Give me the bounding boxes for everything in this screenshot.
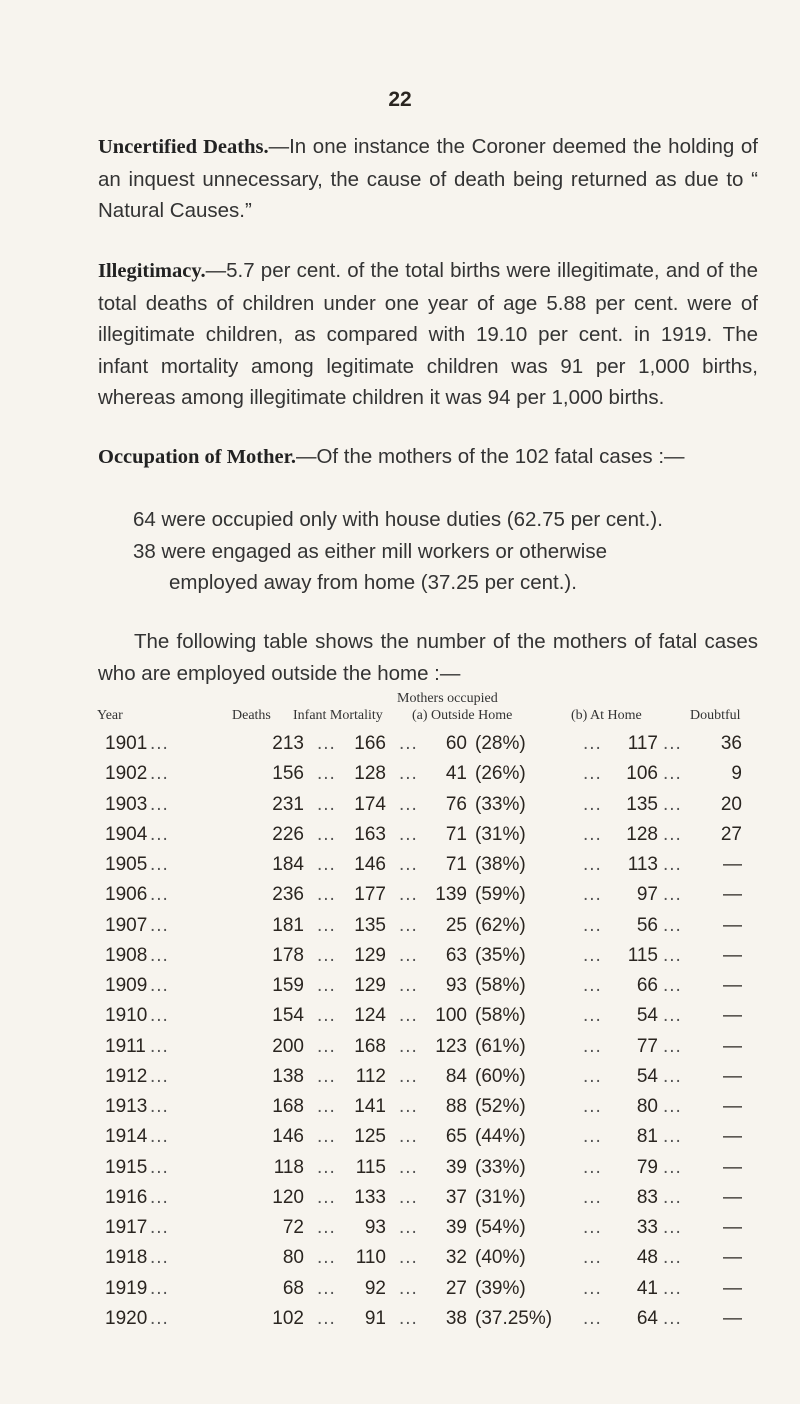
cell-deaths: 213 — [272, 733, 304, 754]
leader-dots: ... — [663, 1126, 682, 1148]
cell-doubtful: — — [723, 1217, 742, 1238]
leader-dots: ... — [663, 1186, 682, 1208]
cell-doubtful: — — [723, 854, 742, 875]
cell-outside-percent: (38%) — [475, 854, 526, 875]
leader-dots: ... — [663, 793, 682, 815]
leader-dots: ... — [663, 733, 682, 754]
cell-outside-home: 39 — [445, 1217, 467, 1238]
header-at-home: (b) At Home — [571, 708, 642, 723]
cell-outside-home: 39 — [445, 1156, 467, 1178]
cell-deaths: 181 — [272, 914, 304, 936]
cell-year: 1917 — [105, 1217, 148, 1238]
leader-dots: ... — [663, 854, 682, 875]
leader-dots: ... — [583, 823, 602, 845]
cell-outside-home: 63 — [445, 944, 467, 966]
cell-doubtful: — — [723, 914, 742, 936]
cell-at-home: 41 — [636, 1277, 658, 1299]
leader-dots: ... — [583, 1096, 602, 1117]
leader-dots: ... — [317, 763, 336, 785]
cell-doubtful: — — [723, 1186, 742, 1208]
cell-at-home: 48 — [636, 1247, 658, 1269]
cell-outside-percent: (44%) — [475, 1126, 526, 1148]
uncertified-deaths-text: —In one instance the Coroner deemed the holding of an inquest unnecessary, the cause of death being returned as due to “ Natural Causes.” — [98, 135, 758, 222]
cell-infant-mortality: 129 — [354, 944, 386, 966]
leader-dots: ... — [399, 793, 418, 815]
cell-outside-home: 76 — [445, 793, 467, 815]
leader-dots: ... — [663, 1277, 682, 1299]
cell-outside-percent: (31%) — [475, 1186, 526, 1208]
table-row — [0, 1005, 800, 1035]
cell-at-home: 66 — [636, 975, 658, 996]
cell-year: 1904 — [105, 823, 148, 845]
cell-doubtful: 27 — [720, 823, 742, 845]
leader-dots: ... — [317, 1307, 336, 1329]
cell-infant-mortality: 135 — [354, 914, 386, 936]
leader-dots: ... — [317, 1065, 336, 1087]
leader-dots: ... — [399, 1217, 418, 1238]
leader-dots: ... — [583, 1247, 602, 1269]
cell-year: 1901 — [105, 733, 148, 754]
cell-deaths: 120 — [272, 1186, 304, 1208]
leader-dots: ... — [583, 1277, 602, 1299]
cell-outside-percent: (54%) — [475, 1217, 526, 1238]
table-row — [0, 975, 800, 1005]
cell-at-home: 83 — [636, 1186, 658, 1208]
cell-year: 1902 — [105, 763, 148, 785]
cell-year: 1916 — [105, 1186, 148, 1208]
leader-dots: ... — [583, 733, 602, 754]
table-row — [0, 794, 800, 824]
cell-outside-percent: (62%) — [475, 914, 526, 936]
table-row — [0, 884, 800, 914]
header-year: Year — [97, 708, 123, 723]
cell-doubtful: — — [723, 944, 742, 966]
table-row — [0, 1126, 800, 1156]
cell-deaths: 159 — [272, 975, 304, 996]
cell-infant-mortality: 168 — [354, 1035, 386, 1057]
cell-at-home: 113 — [627, 854, 658, 875]
cell-year: 1908 — [105, 944, 148, 966]
leader-dots: ... — [663, 884, 682, 906]
leader-dots: ... — [150, 975, 169, 996]
cell-doubtful: — — [723, 1005, 742, 1027]
leader-dots: ... — [399, 944, 418, 966]
leader-dots: ... — [663, 914, 682, 936]
leader-dots: ... — [150, 884, 169, 906]
cell-infant-mortality: 146 — [354, 854, 386, 875]
occupation-line-mill-workers: 38 were engaged as either mill workers or otherwise — [133, 540, 608, 563]
cell-year: 1911 — [105, 1035, 146, 1057]
leader-dots: ... — [583, 914, 602, 936]
cell-at-home: 64 — [636, 1307, 658, 1329]
cell-infant-mortality: 129 — [354, 975, 386, 996]
leader-dots: ... — [663, 1096, 682, 1117]
leader-dots: ... — [583, 1005, 602, 1027]
leader-dots: ... — [399, 823, 418, 845]
leader-dots: ... — [583, 1307, 602, 1329]
cell-at-home: 80 — [636, 1096, 658, 1117]
leader-dots: ... — [663, 1217, 682, 1238]
cell-deaths: 68 — [282, 1277, 304, 1299]
leader-dots: ... — [317, 854, 336, 875]
cell-infant-mortality: 112 — [355, 1065, 386, 1087]
table-row — [0, 1066, 800, 1096]
cell-outside-home: 37 — [445, 1186, 467, 1208]
cell-outside-home: 123 — [435, 1035, 467, 1057]
cell-deaths: 156 — [272, 763, 304, 785]
illegitimacy-heading: Illegitimacy. — [98, 260, 206, 282]
cell-deaths: 178 — [272, 944, 304, 966]
leader-dots: ... — [583, 793, 602, 815]
occupation-line-house-duties: 64 were occupied only with house duties (62.75 per cent.). — [133, 508, 663, 531]
table-row — [0, 1247, 800, 1277]
cell-year: 1918 — [105, 1247, 148, 1269]
cell-outside-percent: (59%) — [475, 884, 526, 906]
illegitimacy-paragraph — [98, 255, 758, 414]
leader-dots: ... — [583, 975, 602, 996]
leader-dots: ... — [399, 1005, 418, 1027]
leader-dots: ... — [583, 884, 602, 906]
uncertified-deaths-paragraph — [98, 131, 758, 227]
leader-dots: ... — [317, 793, 336, 815]
cell-doubtful: — — [723, 1156, 742, 1178]
leader-dots: ... — [399, 975, 418, 996]
leader-dots: ... — [399, 1277, 418, 1299]
cell-outside-percent: (40%) — [475, 1247, 526, 1269]
cell-at-home: 54 — [636, 1065, 658, 1087]
leader-dots: ... — [317, 733, 336, 754]
cell-at-home: 97 — [636, 884, 658, 906]
cell-deaths: 226 — [272, 823, 304, 845]
uncertified-deaths-heading: Uncertified Deaths. — [98, 136, 269, 158]
leader-dots: ... — [663, 975, 682, 996]
cell-infant-mortality: 128 — [354, 763, 386, 785]
leader-dots: ... — [150, 854, 169, 875]
cell-year: 1920 — [105, 1307, 148, 1329]
cell-outside-home: 41 — [445, 763, 467, 785]
cell-deaths: 80 — [282, 1247, 304, 1269]
cell-infant-mortality: 141 — [354, 1096, 386, 1117]
cell-infant-mortality: 124 — [354, 1005, 386, 1027]
cell-outside-home: 71 — [445, 854, 467, 875]
table-row — [0, 1278, 800, 1308]
leader-dots: ... — [583, 763, 602, 785]
cell-infant-mortality: 163 — [354, 823, 386, 845]
leader-dots: ... — [583, 1126, 602, 1148]
leader-dots: ... — [399, 733, 418, 754]
cell-year: 1903 — [105, 793, 148, 815]
cell-outside-percent: (31%) — [475, 823, 526, 845]
cell-outside-home: 60 — [445, 733, 467, 754]
leader-dots: ... — [150, 914, 169, 936]
leader-dots: ... — [317, 823, 336, 845]
leader-dots: ... — [399, 1126, 418, 1148]
leader-dots: ... — [317, 1035, 336, 1057]
table-row — [0, 1187, 800, 1217]
cell-year: 1905 — [105, 854, 148, 875]
leader-dots: ... — [399, 1096, 418, 1117]
table-intro: The following table shows the number of the mothers of fatal cases who are employed outside the home :— — [98, 630, 758, 685]
leader-dots: ... — [150, 1156, 169, 1178]
leader-dots: ... — [399, 1065, 418, 1087]
leader-dots: ... — [317, 1096, 336, 1117]
cell-doubtful: — — [723, 1065, 742, 1087]
header-doubtful: Doubtful — [690, 708, 741, 723]
cell-outside-home: 65 — [445, 1126, 467, 1148]
leader-dots: ... — [663, 1247, 682, 1269]
leader-dots: ... — [317, 1217, 336, 1238]
leader-dots: ... — [317, 1186, 336, 1208]
cell-deaths: 102 — [272, 1307, 304, 1329]
cell-at-home: 77 — [636, 1035, 658, 1057]
cell-deaths: 146 — [272, 1126, 304, 1148]
leader-dots: ... — [317, 1277, 336, 1299]
cell-outside-percent: (52%) — [475, 1096, 526, 1117]
leader-dots: ... — [150, 1096, 169, 1117]
cell-doubtful: — — [723, 1126, 742, 1148]
cell-outside-percent: (33%) — [475, 793, 526, 815]
leader-dots: ... — [583, 1065, 602, 1087]
cell-outside-home: 93 — [445, 975, 467, 996]
cell-outside-percent: (60%) — [475, 1065, 526, 1087]
cell-at-home: 128 — [626, 823, 658, 845]
cell-doubtful: 20 — [720, 793, 742, 815]
cell-doubtful: — — [723, 884, 742, 906]
leader-dots: ... — [317, 944, 336, 966]
leader-dots: ... — [583, 854, 602, 875]
cell-outside-home: 25 — [445, 914, 467, 936]
cell-deaths: 72 — [282, 1217, 304, 1238]
cell-doubtful: — — [723, 1307, 742, 1329]
cell-outside-home: 139 — [435, 884, 467, 906]
table-row — [0, 1308, 800, 1338]
occupation-line-employed-away: employed away from home (37.25 per cent.). — [169, 571, 577, 594]
leader-dots: ... — [150, 1307, 169, 1329]
cell-year: 1910 — [105, 1005, 148, 1027]
occupation-text: —Of the mothers of the 102 fatal cases :— — [295, 445, 685, 468]
leader-dots: ... — [663, 823, 682, 845]
table-row — [0, 733, 800, 763]
cell-year: 1914 — [105, 1126, 148, 1148]
leader-dots: ... — [663, 1307, 682, 1329]
cell-year: 1913 — [105, 1096, 148, 1117]
cell-doubtful: — — [723, 1035, 742, 1057]
table-row — [0, 945, 800, 975]
table-group-header: Mothers occupied — [397, 691, 498, 706]
leader-dots: ... — [663, 763, 682, 785]
cell-doubtful: — — [723, 975, 742, 996]
cell-outside-home: 84 — [445, 1065, 467, 1087]
leader-dots: ... — [150, 823, 169, 845]
table-row — [0, 1217, 800, 1247]
cell-outside-home: 38 — [445, 1307, 467, 1329]
table-row — [0, 854, 800, 884]
cell-infant-mortality: 91 — [364, 1307, 386, 1329]
cell-infant-mortality: 133 — [354, 1186, 386, 1208]
leader-dots: ... — [150, 1126, 169, 1148]
cell-year: 1907 — [105, 914, 148, 936]
cell-outside-percent: (35%) — [475, 944, 526, 966]
cell-outside-percent: (39%) — [475, 1277, 526, 1299]
leader-dots: ... — [399, 1186, 418, 1208]
cell-year: 1919 — [105, 1277, 148, 1299]
cell-doubtful: — — [723, 1277, 742, 1299]
leader-dots: ... — [399, 914, 418, 936]
cell-deaths: 236 — [272, 884, 304, 906]
cell-infant-mortality: 174 — [354, 793, 386, 815]
leader-dots: ... — [399, 1156, 418, 1178]
leader-dots: ... — [150, 1247, 169, 1269]
cell-outside-percent: (37.25%) — [475, 1307, 553, 1329]
cell-at-home: 117 — [627, 733, 658, 754]
leader-dots: ... — [150, 1005, 169, 1027]
leader-dots: ... — [150, 1277, 169, 1299]
cell-deaths: 168 — [272, 1096, 304, 1117]
cell-deaths: 154 — [272, 1005, 304, 1027]
cell-outside-home: 88 — [445, 1096, 467, 1117]
cell-at-home: 115 — [627, 944, 658, 966]
cell-outside-percent: (28%) — [475, 733, 526, 754]
illegitimacy-text: —5.7 per cent. of the total births were illegitimate, and of the total deaths of children under one year of age 5.88 per cent. were of illegitimate children, as compared with 19.10 per cent. in 1919. The infant mortality among legitimate children was 91 per 1,000 births, whereas among illegitimate children it was 94 per 1,000 births. — [98, 259, 758, 409]
leader-dots: ... — [150, 944, 169, 966]
cell-year: 1906 — [105, 884, 148, 906]
cell-infant-mortality: 125 — [354, 1126, 386, 1148]
leader-dots: ... — [150, 1186, 169, 1208]
cell-deaths: 231 — [272, 793, 304, 815]
cell-outside-home: 32 — [445, 1247, 467, 1269]
leader-dots: ... — [150, 1035, 169, 1057]
cell-at-home: 135 — [626, 793, 658, 815]
leader-dots: ... — [583, 1156, 602, 1178]
cell-doubtful: — — [723, 1247, 742, 1269]
leader-dots: ... — [150, 1065, 169, 1087]
leader-dots: ... — [583, 1217, 602, 1238]
leader-dots: ... — [150, 733, 169, 754]
leader-dots: ... — [399, 1247, 418, 1269]
cell-at-home: 106 — [626, 763, 658, 785]
leader-dots: ... — [150, 793, 169, 815]
cell-infant-mortality: 110 — [355, 1247, 386, 1269]
cell-deaths: 200 — [272, 1035, 304, 1057]
leader-dots: ... — [399, 1307, 418, 1329]
cell-at-home: 33 — [636, 1217, 658, 1238]
leader-dots: ... — [317, 1247, 336, 1269]
cell-infant-mortality: 93 — [364, 1217, 386, 1238]
cell-outside-percent: (26%) — [475, 763, 526, 785]
leader-dots: ... — [663, 1065, 682, 1087]
page-number: 22 — [388, 88, 412, 111]
cell-outside-home: 100 — [435, 1005, 467, 1027]
occupation-paragraph — [98, 441, 758, 474]
cell-doubtful: 9 — [731, 763, 742, 785]
leader-dots: ... — [317, 1005, 336, 1027]
leader-dots: ... — [317, 914, 336, 936]
cell-deaths: 118 — [273, 1156, 304, 1178]
leader-dots: ... — [317, 1126, 336, 1148]
cell-outside-home: 71 — [445, 823, 467, 845]
header-infant-mortality: Infant Mortality — [293, 708, 383, 723]
leader-dots: ... — [583, 1035, 602, 1057]
cell-deaths: 184 — [272, 854, 304, 875]
table-row — [0, 1157, 800, 1187]
cell-year: 1912 — [105, 1065, 148, 1087]
cell-at-home: 54 — [636, 1005, 658, 1027]
leader-dots: ... — [317, 1156, 336, 1178]
leader-dots: ... — [663, 944, 682, 966]
cell-year: 1915 — [105, 1156, 148, 1178]
table-row — [0, 1036, 800, 1066]
cell-at-home: 79 — [636, 1156, 658, 1178]
table-row — [0, 915, 800, 945]
cell-infant-mortality: 92 — [364, 1277, 386, 1299]
header-deaths: Deaths — [232, 708, 271, 723]
table-row — [0, 1096, 800, 1126]
cell-outside-percent: (58%) — [475, 975, 526, 996]
leader-dots: ... — [150, 1217, 169, 1238]
cell-outside-percent: (61%) — [475, 1035, 526, 1057]
leader-dots: ... — [399, 1035, 418, 1057]
cell-outside-percent: (58%) — [475, 1005, 526, 1027]
leader-dots: ... — [583, 944, 602, 966]
cell-infant-mortality: 115 — [355, 1156, 386, 1178]
cell-at-home: 56 — [636, 914, 658, 936]
cell-doubtful: — — [723, 1096, 742, 1117]
leader-dots: ... — [583, 1186, 602, 1208]
cell-infant-mortality: 177 — [354, 884, 386, 906]
cell-infant-mortality: 166 — [354, 733, 386, 754]
header-outside-home: (a) Outside Home — [412, 708, 513, 723]
leader-dots: ... — [399, 884, 418, 906]
leader-dots: ... — [150, 763, 169, 785]
table-row — [0, 763, 800, 793]
leader-dots: ... — [399, 763, 418, 785]
leader-dots: ... — [317, 884, 336, 906]
leader-dots: ... — [663, 1035, 682, 1057]
occupation-heading: Occupation of Mother. — [98, 446, 296, 468]
leader-dots: ... — [663, 1156, 682, 1178]
table-row — [0, 824, 800, 854]
cell-doubtful: 36 — [720, 733, 742, 754]
cell-deaths: 138 — [272, 1065, 304, 1087]
cell-year: 1909 — [105, 975, 148, 996]
leader-dots: ... — [399, 854, 418, 875]
cell-outside-home: 27 — [445, 1277, 467, 1299]
leader-dots: ... — [663, 1005, 682, 1027]
leader-dots: ... — [317, 975, 336, 996]
cell-outside-percent: (33%) — [475, 1156, 526, 1178]
cell-at-home: 81 — [636, 1126, 658, 1148]
